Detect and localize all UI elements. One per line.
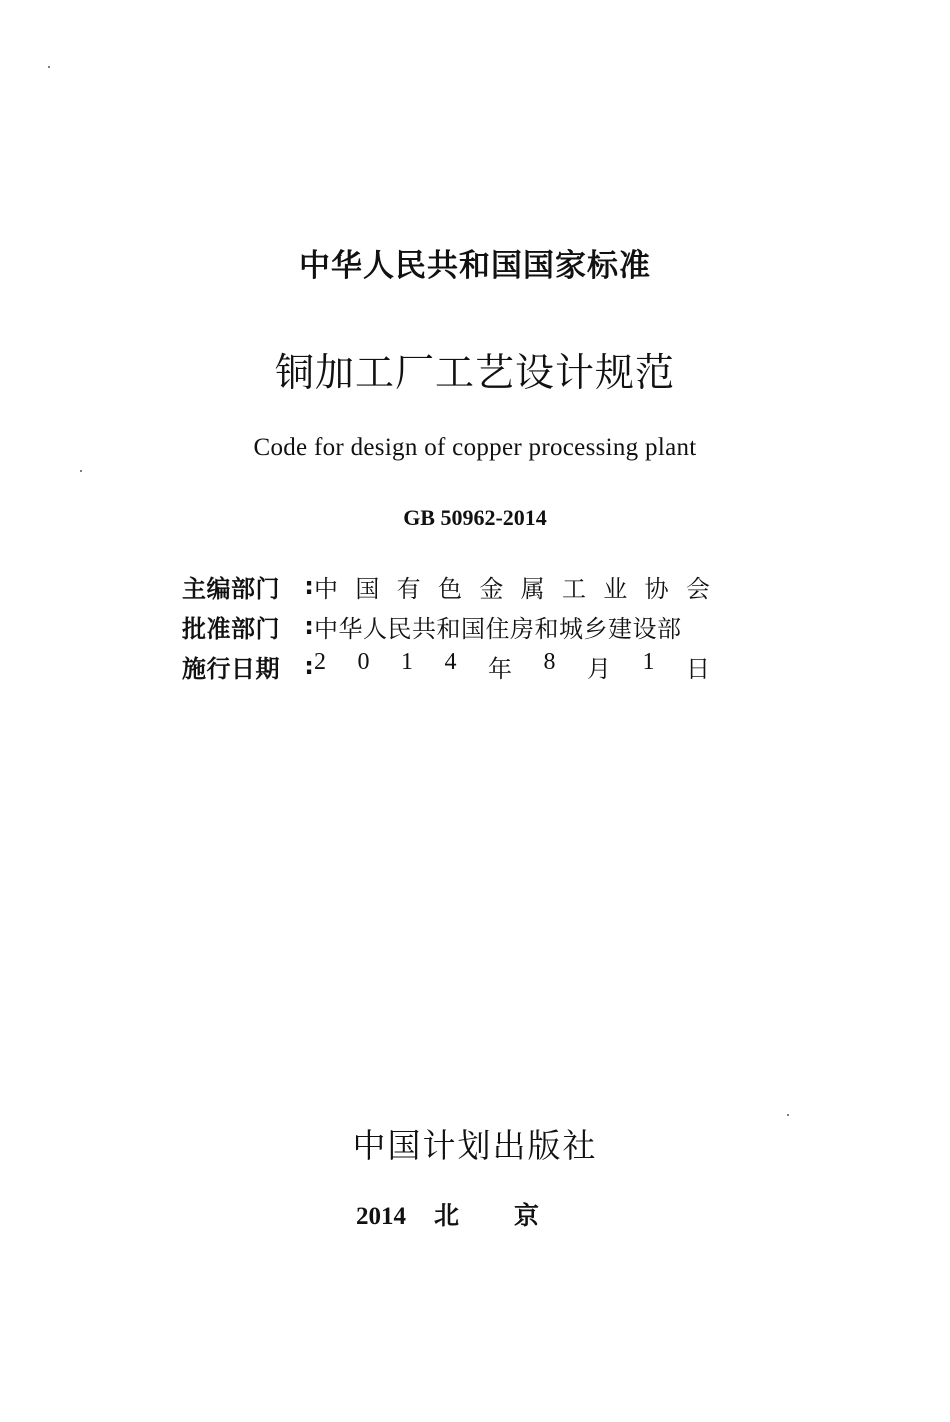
colon: : bbox=[304, 612, 314, 640]
editor-char: 国 bbox=[355, 574, 380, 603]
standard-type-heading: 中华人民共和国国家标准 bbox=[299, 248, 651, 284]
date-char: 4 bbox=[444, 648, 457, 675]
editor-char: 中 bbox=[314, 574, 338, 603]
date-char: 年 bbox=[488, 654, 512, 683]
editor-char: 属 bbox=[520, 574, 545, 603]
editor-char: 色 bbox=[437, 574, 462, 603]
editor-char: 金 bbox=[479, 574, 504, 603]
scan-speck bbox=[80, 470, 82, 472]
date-char: 8 bbox=[543, 648, 556, 675]
editor-char: 业 bbox=[603, 574, 628, 603]
effective-date-label: 施行日期 bbox=[182, 654, 280, 683]
colon: : bbox=[304, 652, 314, 680]
date-char: 日 bbox=[686, 654, 710, 683]
publisher-name: 中国计划出版社 bbox=[352, 1126, 598, 1165]
editor-char: 有 bbox=[396, 574, 421, 603]
scan-speck bbox=[48, 66, 50, 68]
editor-char: 协 bbox=[644, 574, 669, 603]
document-title-chinese: 铜加工厂工艺设计规范 bbox=[274, 351, 675, 396]
editor-char: 会 bbox=[685, 574, 710, 603]
publication-place bbox=[0, 1196, 950, 1232]
document-title-english: Code for design of copper processing plant bbox=[253, 434, 697, 461]
date-char: 0 bbox=[357, 648, 370, 675]
effective-date-row bbox=[182, 648, 710, 684]
editor-char: 工 bbox=[561, 574, 586, 603]
effective-date-value bbox=[314, 649, 710, 684]
approver-department-row bbox=[182, 608, 710, 644]
approver-department-label: 批准部门 bbox=[182, 614, 280, 643]
date-char: 1 bbox=[642, 648, 655, 675]
scan-speck bbox=[787, 1114, 789, 1116]
date-char: 2 bbox=[314, 648, 326, 675]
publication-year: 2014 bbox=[355, 1203, 406, 1230]
publication-city: 北京 bbox=[433, 1201, 594, 1230]
date-char: 1 bbox=[401, 648, 413, 675]
approver-department-value: 中华人民共和国住房和城乡建设部 bbox=[314, 614, 682, 643]
colon: : bbox=[304, 572, 314, 600]
editor-department-label: 主编部门 bbox=[182, 574, 280, 603]
editor-department-value bbox=[314, 569, 710, 604]
editor-department-row bbox=[182, 568, 710, 604]
standard-code: GB 50962-2014 bbox=[403, 505, 547, 530]
date-char: 月 bbox=[587, 654, 611, 683]
